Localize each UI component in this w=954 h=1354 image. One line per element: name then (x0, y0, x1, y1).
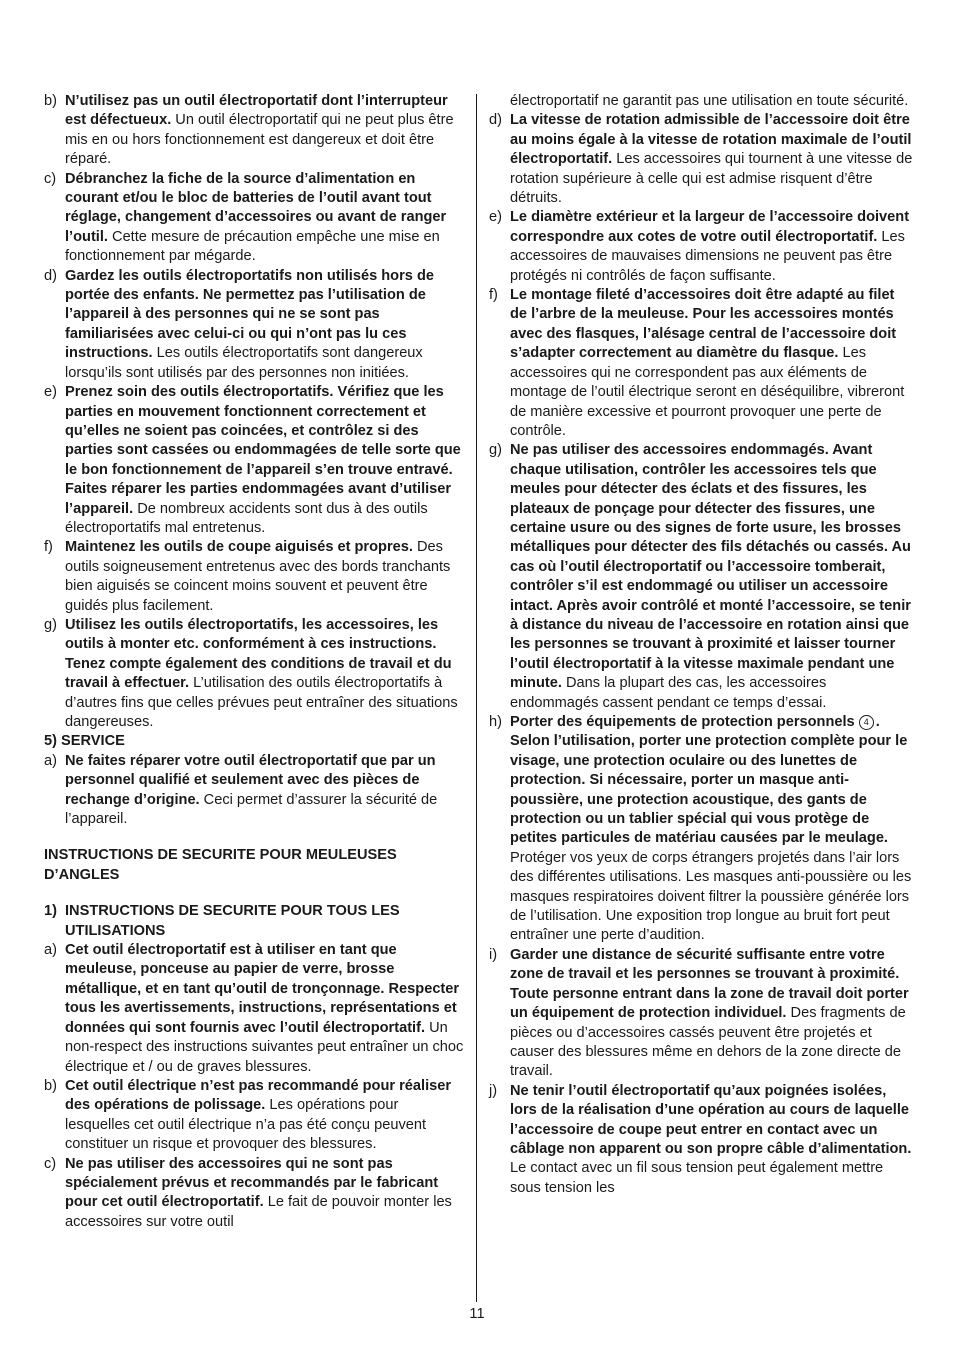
item-label: f) (489, 287, 498, 304)
item-bold-text: La vitesse de rotation admissible de l’accessoire doit être au moins égale à la vitesse de rotation maximale de l’outil électroportatif. (510, 112, 912, 168)
item-text: Protéger vos yeux de corps étrangers projetés dans l’air lors des différentes utilisations. Les masques anti-poussière ou les masques respiratoires doivent filtrer la poussière générée lors de l’utilisation. Une exposition trop longue au bruit fort peut entraîner une perte d’audition. (510, 849, 912, 944)
list-item (489, 441, 913, 713)
list-item (44, 267, 466, 383)
item-text: Le contact avec un fil sous tension peut également mettre sous tension les (510, 1160, 884, 1196)
item-bold-text: Le diamètre extérieur et la largeur de l’accessoire doivent correspondre aux cotes de votre outil électroportatif. (510, 209, 910, 245)
page-number: 11 (469, 1306, 485, 1322)
item-bold-text: Ne pas utiliser des accessoires qui ne sont pas spécialement prévus et recommandés par le fabricant pour cet outil électroportatif. (65, 1155, 439, 1211)
item-bold-text: . Selon l’utilisation, porter une protection complète pour le visage, une protection oculaire ou des lunettes de protection. Si nécessaire, porter un masque anti-poussière, une protection acoustique, des gants de protection ou un tablier spécial qui vous protège de petites particules de matériau causées par le meulage. (510, 714, 908, 847)
list-item (44, 941, 466, 1077)
item-label: c) (44, 1155, 57, 1172)
item-bold-text: Cet outil électroportatif est à utiliser en tant que meuleuse, ponceuse au papier de verre, brosse métallique, et en tant qu’outil de tronçonnage. Respecter tous les avertissements, instructions, représentations et données qui sont fournis avec l’outil électroportatif. (65, 942, 460, 1036)
item-label: a) (44, 942, 57, 959)
item-text: Les opérations pour lesquelles cet outil électrique n’a pas été conçu peuvent constituer un risque et provoquer des blessures. (65, 1097, 427, 1153)
list-item (489, 1082, 913, 1198)
list-item (44, 616, 466, 732)
list-item (489, 208, 913, 286)
item-label: b) (44, 93, 57, 109)
item-label: a) (44, 752, 57, 769)
item-text: Cette mesure de précaution empêche une mise en fonctionnement par mégarde. (65, 228, 440, 265)
list-item (44, 1155, 466, 1233)
item-bold-text: Prenez soin des outils électroportatifs. Vérifiez que les parties en mouvement fonctionnent correctement et qu’elles ne soient pas coincées, et contrôlez si des parties sont cassées ou endommagées de telle sorte que le bon fonctionnement de l’appareil s’en trouve entravé. Faites réparer les parties endommagées avant d’utiliser l’appareil. (65, 384, 461, 517)
item-bold-text: N’utilisez pas un outil électroportatif dont l’interrupteur est défectueux. (65, 93, 448, 129)
item-bold-text: Cet outil électrique n’est pas recommandé pour réaliser des opérations de polissage. (65, 1077, 452, 1114)
subsection-title (44, 902, 466, 941)
item-label: d) (44, 267, 57, 284)
item-label: g) (489, 442, 502, 459)
item-text: Dans la plupart des cas, les accessoires endommagés cassent pendant ce temps d’essai. (510, 675, 827, 711)
right-column (489, 92, 913, 1198)
item-text: Des outils soigneusement entretenus avec des bords tranchants bien aiguisés se coincent moins souvent et peuvent être guidés plus facilement. (65, 539, 451, 614)
item-bold-text: Ne faites réparer votre outil électroportatif que par un personnel qualifié et seulement avec des pièces de rechange d’origine. (65, 752, 436, 808)
list-item (44, 752, 466, 830)
item-bold-text: Ne pas utiliser des accessoires endommagés. Avant chaque utilisation, contrôler les accessoires tels que meules pour détecter des éclats et des fissures, les plateaux de ponçage pour détecter des fissures, une certaine usure ou des signes de forte usure, les brosses métalliques pour détecter des fils détachés ou cassés. Au cas où l’outil électroportatif ou l’accessoire tomberait, contrôler s’il est endommagé ou utiliser un accessoire intact. Après avoir contrôlé et monté l’accessoire, se tenir à distance du niveau de l’accessoire en rotation ainsi que les personnes se trouvant à proximité et laisser tourner l’outil électroportatif à la vitesse maximale pendant une minute. (510, 442, 911, 692)
list-item (489, 111, 913, 208)
item-label: b) (44, 1077, 57, 1094)
item-text: Les accessoires qui tournent à une vitesse de rotation supérieure à celle qui est admise risquent d’être détruits. (510, 151, 913, 207)
item-label: d) (489, 112, 502, 129)
item-text: Les accessoires qui ne correspondent pas aux éléments de montage de l’outil électrique seront en déséquilibre, vibreront de manière excessive et pourront provoquer une perte de contrôle. (510, 345, 905, 439)
item-text: Un non-respect des instructions suivantes peut entraîner un choc électrique et / ou de graves blessures. (65, 1019, 464, 1075)
item-text: Les accessoires de mauvaises dimensions ne peuvent pas être protégés ni contrôlés de façon suffisante. (510, 228, 905, 284)
item-label: i) (489, 946, 498, 963)
item-text: Ceci permet d’assurer la sécurité de l’appareil. (65, 791, 438, 828)
list-item (44, 92, 466, 170)
item-bold-text: Porter des équipements de protection personnels (510, 714, 859, 730)
item-bold-text: Débranchez la fiche de la source d’alimentation en courant et/ou le bloc de batteries de l’outil avant tout réglage, changement d’accessoires ou avant de ranger l’outil. (65, 170, 447, 245)
item-bold-text: Gardez les outils électroportatifs non utilisés hors de portée des enfants. Ne permettez pas l’utilisation de l’appareil à des personnes qui ne se sont pas familiarisées avec celui-ci ou qui n’ont pas lu ces instructions. (65, 267, 434, 362)
list-item (489, 286, 913, 441)
left-column (44, 92, 466, 1232)
item-label: e) (489, 209, 502, 226)
section-title: INSTRUCTIONS DE SECURITE POUR MEULEUSES D’ANGLES (44, 847, 397, 883)
item-text: Les outils électroportatifs sont dangereux lorsqu’ils sont utilisés par des personnes non initiées. (65, 345, 423, 381)
item-bold-text: Garder une distance de sécurité suffisante entre votre zone de travail et les personnes se trouvant à proximité. Toute personne entrant dans la zone de travail doit porter un équipement de protection individuel. (510, 946, 909, 1022)
item-text: De nombreux accidents sont dus à des outils électroportatifs mal entretenus. (65, 500, 428, 536)
column-divider (476, 94, 477, 1302)
item-text: L’utilisation des outils électroportatifs à d’autres fins que celles prévues peut entraîner des situations dangereuses. (65, 675, 458, 730)
subsection-number: 1) (44, 903, 57, 920)
item-label: f) (44, 539, 53, 556)
list-item (44, 538, 466, 616)
item-label: e) (44, 384, 57, 401)
list-item (489, 713, 913, 946)
item-bold-text: Maintenez les outils de coupe aiguisés et propres. (65, 539, 413, 556)
item-label: g) (44, 616, 57, 633)
item-label: h) (489, 714, 502, 730)
item-text: Le fait de pouvoir monter les accessoires sur votre outil (65, 1194, 452, 1230)
list-item (489, 946, 913, 1082)
list-item (44, 383, 466, 538)
item-bold-text: Le montage fileté d’accessoires doit être adapté au filet de l’arbre de la meuleuse. Pour les accessoires montés avec des flasques, l’alésage central de l’accessoire doit s’adapter correctement au diamètre du flasque. (510, 287, 897, 362)
item-bold-text: Utilisez les outils électroportatifs, les accessoires, les outils à monter etc. conformément à ces instructions. Tenez compte également des conditions de travail et du travail à effectuer. (65, 616, 452, 692)
spacer (44, 885, 466, 902)
list-item (44, 170, 466, 267)
item-label: j) (489, 1082, 498, 1099)
item-label: c) (44, 170, 57, 187)
item-text: Un outil électroportatif qui ne peut plus être mis en ou hors fonctionnement est dangereux et doit être réparé. (65, 112, 454, 168)
figure-reference-circle: 4 (859, 715, 874, 730)
item-bold-text: Ne tenir l’outil électroportatif qu’aux poignées isolées, lors de la réalisation d’une opération au cours de laquelle l’accessoire de coupe peut entrer en contact avec un câblage non apparent ou son propre câble d’alimentation. (510, 1082, 912, 1157)
subsection-title-text: INSTRUCTIONS DE SECURITE POUR TOUS LES UTILISATIONS (65, 903, 400, 939)
list-item (44, 1077, 466, 1155)
section-heading-service: 5) SERVICE (44, 733, 125, 750)
spacer (44, 829, 466, 846)
continued-text: électroportatif ne garantit pas une utilisation en toute sécurité. (510, 93, 909, 109)
item-text: Des fragments de pièces ou d’accessoires cassés peuvent être projetés et causer des blessures même en dehors de la zone directe de travail. (510, 1005, 906, 1080)
